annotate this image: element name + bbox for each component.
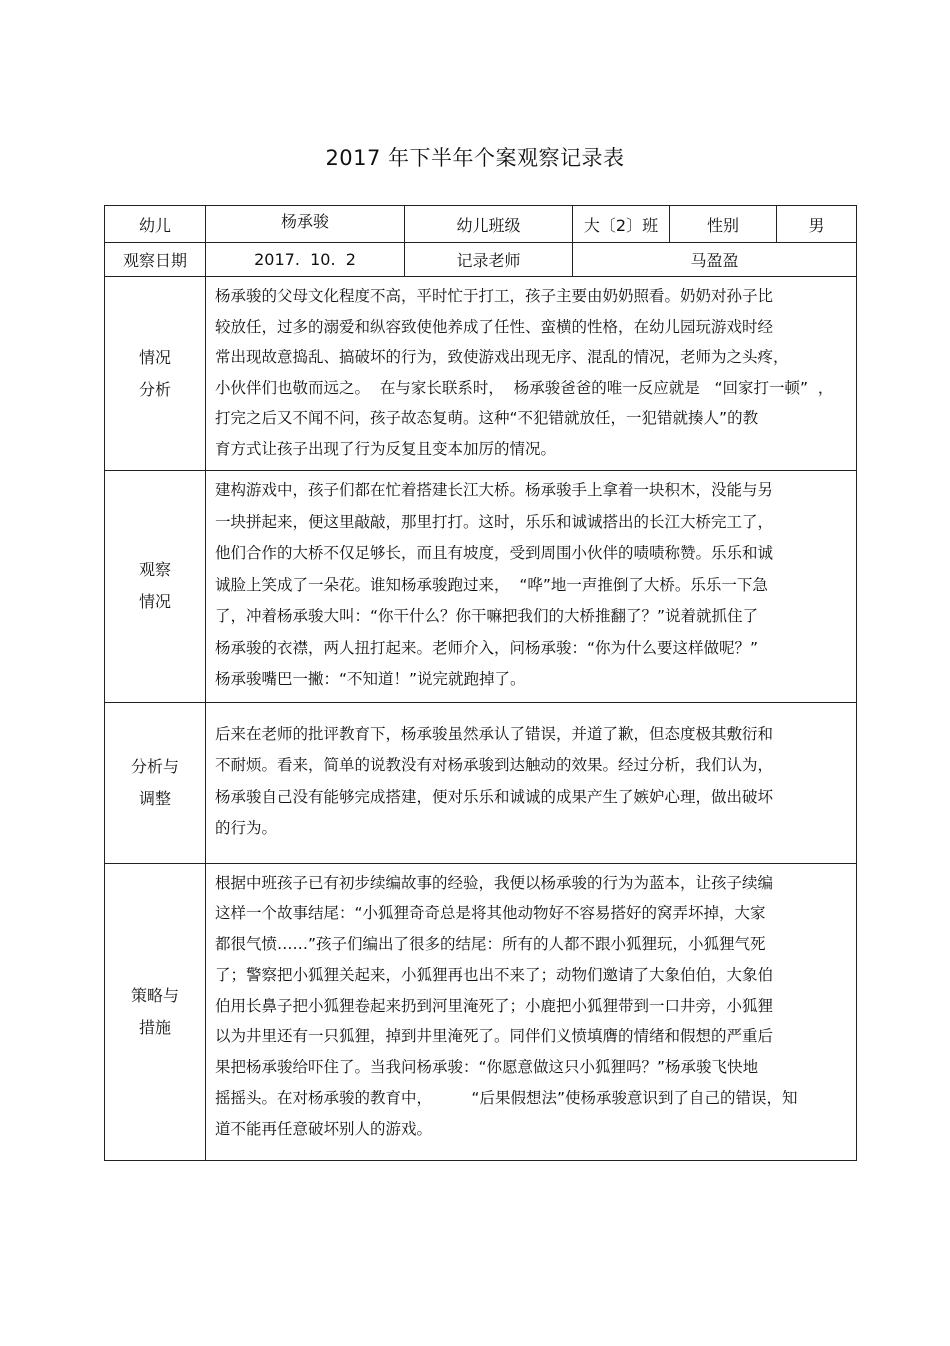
section-label-line: 措施 — [138, 1017, 171, 1037]
section-label-line: 分析与 — [130, 756, 179, 776]
date-label: 观察日期 — [105, 243, 206, 277]
child-label: 幼儿 — [105, 206, 206, 243]
class-label: 幼儿班级 — [405, 206, 573, 243]
text-line: 建构游戏中，孩子们都在忙着搭建长江大桥。杨承骏手上拿着一块积木，没能与另 — [215, 481, 774, 499]
section-label — [105, 863, 206, 1160]
text-line: 以为井里还有一只狐狸，掉到井里淹死了。同伴们义愤填膺的情绪和假想的严重后 — [215, 1027, 774, 1046]
section-analysis-adjustment — [105, 702, 857, 863]
text-line: 一块拼起来，便这里敲敲，那里打打。这时，乐乐和诚诚搭出的长江大桥完工了， — [215, 512, 774, 531]
section-label — [105, 471, 206, 703]
section-situation-analysis — [105, 277, 857, 471]
class-value: 大〔2〕班 — [573, 206, 670, 243]
text-line: 打完之后又不闻不问，孩子故态复萌。这种“不犯错就放任，一犯错就揍人”的教 — [215, 409, 759, 427]
teacher-value: 马盈盈 — [573, 243, 857, 277]
section-label-line: 调整 — [138, 788, 171, 808]
child-name: 杨承骏 — [206, 206, 405, 243]
date-value: 2017. 10. 2 — [206, 243, 405, 277]
section-observation — [105, 471, 857, 703]
text-line: 小伙伴们也敬而远之。 在与家长联系时， 杨承骏爸爸的唯一反应就是 “回家打一顿” ， — [215, 378, 834, 397]
text-line: 较放任，过多的溺爱和纵容致使他养成了任性、蛮横的性格，在幼儿园玩游戏时经 — [215, 317, 774, 336]
text-line: 杨承骏自己没有能够完成搭建，便对乐乐和诚诚的成果产生了嫉妒心理，做出破坏 — [215, 787, 774, 806]
section-text — [206, 277, 857, 471]
text-line: 的行为。 — [215, 819, 278, 837]
section-label-line: 情况 — [138, 592, 171, 612]
section-strategy-measures — [105, 863, 857, 1160]
text-line: 育方式让孩子出现了行为反复且变本加厉的情况。 — [215, 439, 557, 458]
section-label-line: 观察 — [138, 560, 171, 580]
teacher-label: 记录老师 — [405, 243, 573, 277]
text-line: 了，冲着杨承骏大叫：“你干什么？你干嘛把我们的大桥推翻了？”说着就抓住了 — [215, 607, 759, 625]
text-line: 根据中班孩子已有初步续编故事的经验，我便以杨承骏的行为为蓝本，让孩子续编 — [215, 873, 774, 892]
section-text — [206, 471, 857, 703]
observation-record-table — [104, 205, 857, 1161]
info-row-child — [105, 206, 857, 243]
text-line: 都很气愤……”孩子们编出了很多的结尾：所有的人都不跟小狐狸玩，小狐狸气死 — [215, 935, 766, 954]
text-line: 道不能再任意破坏别人的游戏。 — [215, 1119, 433, 1138]
section-label-line: 策略与 — [130, 985, 179, 1005]
text-line: 这样一个故事结尾：“小狐狸奇奇总是将其他动物好不容易搭好的窝弄坏掉，大家 — [215, 904, 766, 923]
section-text — [206, 863, 857, 1160]
text-line: 杨承骏的父母文化程度不高，平时忙于打工，孩子主要由奶奶照看。奶奶对孙子比 — [215, 287, 774, 305]
page-title: 2017 年下半年个案观察记录表 — [325, 146, 625, 170]
section-label — [105, 277, 206, 471]
text-line: 摇摇头。在对杨承骏的教育中， “后果假想法”使杨承骏意识到了自己的错误，知 — [215, 1089, 798, 1108]
text-line: 果把杨承骏给吓住了。当我问杨承骏：“你愿意做这只小狐狸吗？”杨承骏飞快地 — [215, 1058, 759, 1077]
text-line: 不耐烦。看来，简单的说教没有对杨承骏到达触动的效果。经过分析，我们认为， — [215, 756, 774, 774]
section-label-line: 情况 — [138, 347, 171, 367]
info-row-date — [105, 243, 857, 277]
text-line: 诚脸上笑成了一朵花。谁知杨承骏跑过来， “哗”地一声推倒了大桥。乐乐一下急 — [215, 575, 768, 594]
text-line: 后来在老师的批评教育下，杨承骏虽然承认了错误，并道了歉，但态度极其敷衍和 — [215, 724, 774, 743]
text-line: 杨承骏嘴巴一撇：“不知道！”说完就跑掉了。 — [215, 670, 526, 688]
text-line: 他们合作的大桥不仅足够长，而且有坡度，受到周围小伙伴的啧啧称赞。乐乐和诚 — [215, 544, 774, 562]
section-text — [206, 702, 857, 863]
text-line: 了；警察把小狐狸关起来，小狐狸再也出不来了；动物们邀请了大象伯伯，大象伯 — [215, 965, 774, 984]
section-label — [105, 702, 206, 863]
gender-value: 男 — [777, 206, 857, 243]
text-line: 杨承骏的衣襟，两人扭打起来。老师介入，问杨承骏：“你为什么要这样做呢？” — [215, 638, 759, 657]
section-label-line: 分析 — [138, 379, 171, 399]
text-line: 常出现故意捣乱、搞破坏的行为，致使游戏出现无序、混乱的情况，老师为之头疼， — [215, 348, 789, 366]
text-line: 伯用长鼻子把小狐狸卷起来扔到河里淹死了；小鹿把小狐狸带到一口井旁，小狐狸 — [215, 996, 774, 1015]
gender-label: 性别 — [670, 206, 777, 243]
